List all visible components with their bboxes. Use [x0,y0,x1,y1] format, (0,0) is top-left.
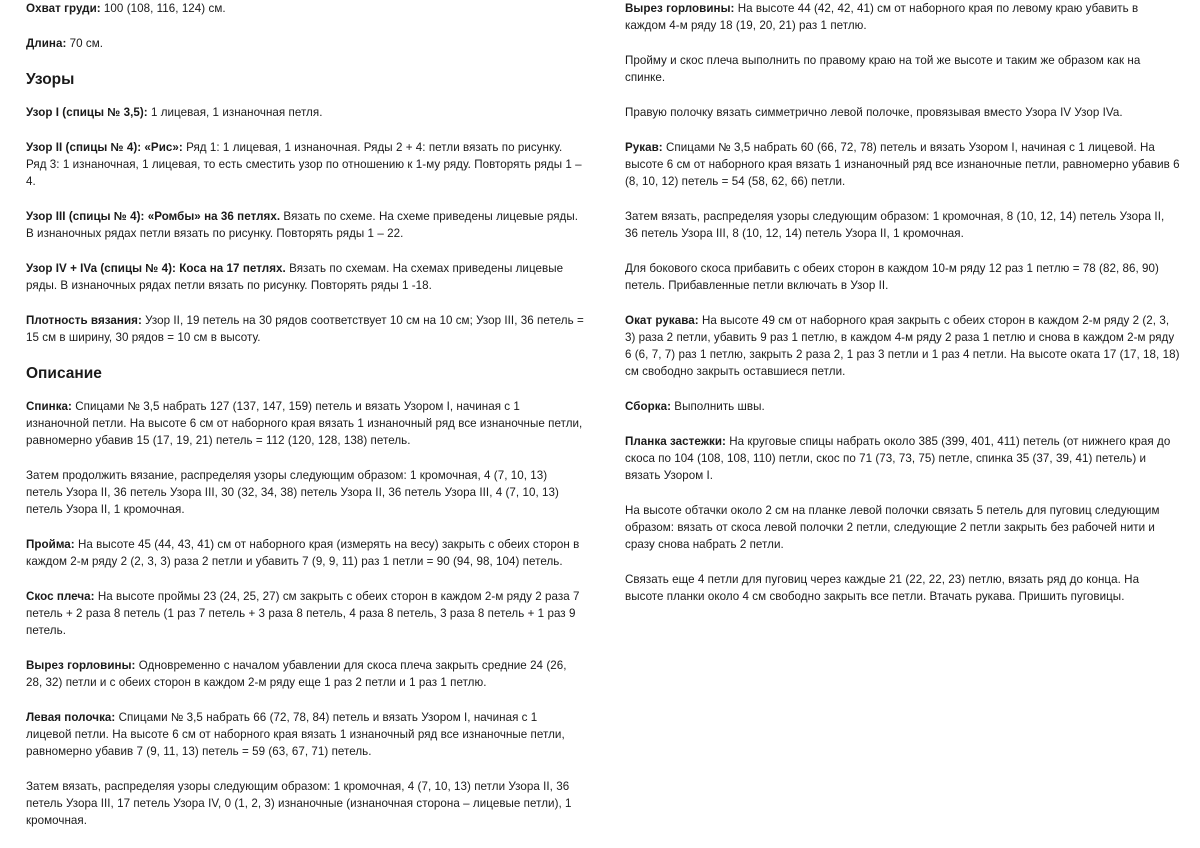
chest-paragraph: Охват груди: 100 (108, 116, 124) см. [26,2,226,15]
density-paragraph: Плотность вязания: Узор II, 19 петель на 30 рядов соответствует 10 см на 10 см; Узор III, 36 петель = 15 см в ширину, 30 рядов = 10 см в высоту. [26,314,584,344]
front-neckline-paragraph: Вырез горловины: На высоте 44 (42, 42, 41) см от наборного края по левому краю убавить в каждом 4-м ряду 18 (19, 20, 21) раз 1 петлю. [625,2,1139,32]
neckline-paragraph: Вырез горловины: Одновременно с началом убавлении для скоса плеча закрыть средние 24 (26, 28, 32) петли и с обеих сторон в каждом 2-м ряду еще 1 раз 2 петли и 1 раз 1 петлю. [26,659,567,689]
pattern-1-paragraph: Узор I (спицы № 3,5): 1 лицевая, 1 изнаночная петля. [26,106,323,119]
back-continued-paragraph: Затем продолжить вязание, распределяя узоры следующим образом: 1 кромочная, 4 (7, 10, 13) петель Узора II, 36 петель Узора III, 30 (32, 34, 38) петель Узора II, 36 петель Узора III, 4 (7, 10, 13) петель Узора II, 1 кромочная. [26,469,559,516]
finishing-paragraph: Связать еще 4 петли для пуговиц через каждые 21 (22, 22, 23) петлю, вязать ряд до конца. На высоте планки около 4 см свободно закрыть все петли. Втачать рукава. Пришить пуговицы. [625,573,1140,603]
sleeve-paragraph: Рукав: Спицами № 3,5 набрать 60 (66, 72, 78) петель и вязать Узором I, начиная с 1 лицевой. На высоте 6 см от наборного края вязать 1 изнаночный ряд все изнаночные петли, равномерно убавив 6 (8, 10, 12) петель = 54 (58, 62, 66) петли. [625,141,1180,188]
buttonholes-paragraph: На высоте обтачки около 2 см на планке левой полочки связать 5 петель для пуговиц следующим образом: вязать от скоса левой полочки 2 петли, следующие 2 петли закрыть без рабочей нити и сразу снова набрать 2 петли. [625,504,1160,551]
button-band-paragraph: Планка застежки: На круговые спицы набрать около 385 (399, 401, 411) петель (от нижнего края до скоса по 104 (108, 108, 110) петли, скос по 71 (73, 73, 75) петле, спинка 35 (37, 39, 41) петель) и вязать Узором I. [625,435,1171,482]
left-front-paragraph: Левая полочка: Спицами № 3,5 набрать 66 (72, 78, 84) петель и вязать Узором I, начиная с 1 лицевой петли. На высоте 6 см от наборного края вязать 1 изнаночный ряд все изнаночные петли, равномерно убавив 7 (9, 11, 13) петель = 59 (63, 67, 71) петель. [26,711,565,758]
sleeve-cap-paragraph: Окат рукава: На высоте 49 см от наборного края закрыть с обеих сторон в каждом 2-м ряду 2 (2, 3, 3) раза 2 петли, убавить 9 раз 1 петлю, в каждом 4-м ряду 2 раза 1 петлю и снова в каждом 2-м ряду 6 (6, 7, 7) раз 1 петлю, закрыть 2 раза 2, 1 раз 3 петли и 1 раз 4 петли. На высоте оката 17 (17, 18, 18) см свободно закрыть оставшиеся петли. [625,314,1180,378]
pattern-3-paragraph: Узор III (спицы № 4): «Ромбы» на 36 петлях. Вязать по схеме. На схеме приведены лицевые ряды. В изнаночных рядах петли вязать по рисунку. Повторять ряды 1 – 22. [26,210,579,240]
shoulder-paragraph: Скос плеча: На высоте проймы 23 (24, 25, 27) см закрыть с обеих сторон в каждом 2-м ряду 2 раза 7 петель + 2 раза 8 петель (1 раз 7 петель + 3 раза 8 петель, 4 раза 8 петель, 3 раза 8 петель + 1 раз 9 петель. [26,590,580,637]
left-front-continued-paragraph: Затем вязать, распределяя узоры следующим образом: 1 кромочная, 4 (7, 10, 13) петли Узора II, 36 петель Узора III, 17 петель Узора IV, 0 (1, 2, 3) изнаночные (изнаночная сторона – лицевые петли), 1 кромочная. [26,780,572,827]
description-heading: Описание [26,365,102,382]
right-front-paragraph: Правую полочку вязать симметрично левой полочке, провязывая вместо Узора IV Узор IVa. [625,106,1123,119]
patterns-heading: Узоры [26,71,75,88]
armhole-paragraph: Пройма: На высоте 45 (44, 43, 41) см от наборного края (измерять на весу) закрыть с обеих сторон в каждом 2-м ряду 2 (2, 3, 3) раза 2 петли и убавить 7 (9, 9, 11) раз 1 петли = 90 (94, 98, 104) петель. [26,538,580,568]
sleeve-increase-paragraph: Для бокового скоса прибавить с обеих сторон в каждом 10-м ряду 12 раз 1 петлю = 78 (82, 86, 90) петель. Прибавленные петли включать в Узор II. [625,262,1159,292]
pattern-4-paragraph: Узор IV + IVa (спицы № 4): Коса на 17 петлях. Вязать по схемам. На схемах приведены лицевые ряды. В изнаночных рядах петли вязать по рисунку. Повторять ряды 1 -18. [26,262,564,292]
right-column [625,0,1180,623]
sleeve-patterns-paragraph: Затем вязать, распределяя узоры следующим образом: 1 кромочная, 8 (10, 12, 14) петель Узора II, 36 петель Узора III, 8 (10, 12, 14) петель Узора II, 1 кромочная. [625,210,1165,240]
assembly-paragraph: Сборка: Выполнить швы. [625,400,765,413]
front-armhole-paragraph: Пройму и скос плеча выполнить по правому краю на той же высоте и таким же образом как на спинке. [625,54,1141,84]
left-column [26,0,586,847]
pattern-2-paragraph: Узор II (спицы № 4): «Рис»: Ряд 1: 1 лицевая, 1 изнаночная. Ряды 2 + 4: петли вязать по рисунку. Ряд 3: 1 изнаночная, 1 лицевая, то есть сместить узор по отношению к 1-му ряду. Повторять ряды 1 – 4. [26,141,582,188]
back-paragraph: Спинка: Спицами № 3,5 набрать 127 (137, 147, 159) петель и вязать Узором I, начиная с 1 изнаночной петли. На высоте 6 см от наборного края вязать 1 изнаночный ряд все изнаночные петли, равномерно убавив 15 (17, 19, 21) петель = 112 (120, 128, 138) петель. [26,400,583,447]
length-paragraph: Длина: 70 см. [26,37,104,50]
